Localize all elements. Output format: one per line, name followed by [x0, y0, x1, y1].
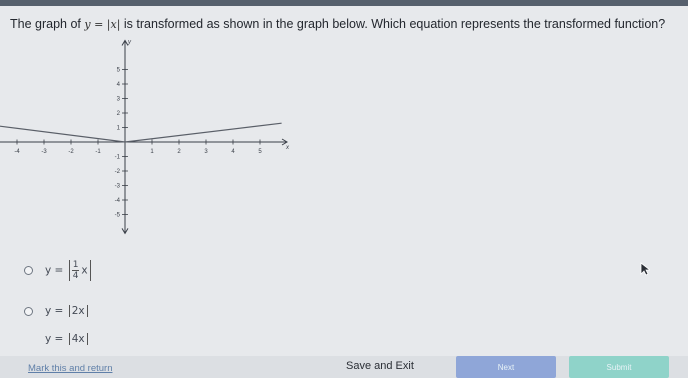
y-tick-label: 5 — [116, 67, 120, 74]
mouse-cursor-icon — [640, 262, 650, 276]
y-tick-label: 1 — [116, 125, 120, 132]
choice-2-prefix: y = — [45, 305, 67, 317]
answer-choice-1[interactable] — [24, 259, 91, 281]
choice-1-variable: x — [81, 264, 88, 276]
y-tick-label: -1 — [114, 154, 120, 161]
x-tick-label: -4 — [14, 149, 20, 155]
answer-choice-2[interactable] — [24, 300, 88, 322]
x-tick-label: -2 — [68, 149, 74, 155]
answer-choice-3[interactable] — [24, 328, 88, 350]
absolute-value-bars — [69, 305, 88, 317]
choice-3-equation — [45, 333, 88, 345]
fraction-numerator: 1 — [72, 259, 79, 270]
choice-2-inner: 2x — [71, 305, 85, 317]
y-axis-label: y — [128, 39, 131, 46]
choice-3-prefix: y = — [45, 333, 67, 345]
y-tick-label: 2 — [116, 111, 120, 117]
question-prefix: The graph of — [10, 17, 81, 31]
y-tick-label: -3 — [114, 183, 120, 190]
absolute-value-bars — [69, 333, 88, 345]
question-text — [10, 16, 685, 33]
fraction-denominator: 4 — [72, 270, 79, 281]
next-button[interactable]: Next — [456, 356, 556, 378]
radio-button[interactable] — [24, 307, 33, 316]
y-tick-label: -4 — [114, 198, 120, 204]
transformed-function-line — [0, 123, 282, 142]
x-tick-label: 3 — [204, 149, 208, 155]
y-tick-label: 4 — [116, 82, 120, 88]
x-tick-label: 5 — [258, 149, 262, 155]
y-axis-top-arrow — [122, 41, 128, 46]
y-tick-label: 3 — [116, 96, 120, 103]
x-axis-right-arrow — [282, 139, 287, 145]
x-tick-label: -3 — [41, 149, 47, 155]
x-axis-label: x — [286, 145, 289, 151]
x-tick-label: 4 — [231, 149, 235, 155]
y-axis-bottom-arrow — [122, 228, 128, 233]
y-tick-label: -5 — [114, 212, 120, 219]
save-and-exit-button[interactable]: Save and Exit — [346, 360, 414, 372]
top-bar — [0, 0, 688, 6]
x-tick-label: 2 — [177, 149, 181, 155]
question-suffix: is transformed as shown in the graph below. Which equation represents the transformed function? — [123, 17, 666, 31]
x-tick-label: -1 — [95, 149, 101, 155]
choice-1-equation — [45, 260, 91, 281]
choice-3-inner: 4x — [71, 333, 85, 345]
question-equation: y = |x| — [84, 18, 121, 31]
fraction — [72, 260, 80, 281]
x-tick-label: 1 — [150, 149, 154, 155]
absolute-value-bars — [69, 260, 91, 281]
mark-and-return-link[interactable]: Mark this and return — [28, 363, 113, 374]
choice-2-equation — [45, 305, 88, 317]
y-tick-label: -2 — [114, 169, 120, 175]
submit-button[interactable]: Submit — [569, 356, 669, 378]
radio-button[interactable] — [24, 266, 33, 275]
choice-1-prefix: y = — [45, 264, 67, 276]
